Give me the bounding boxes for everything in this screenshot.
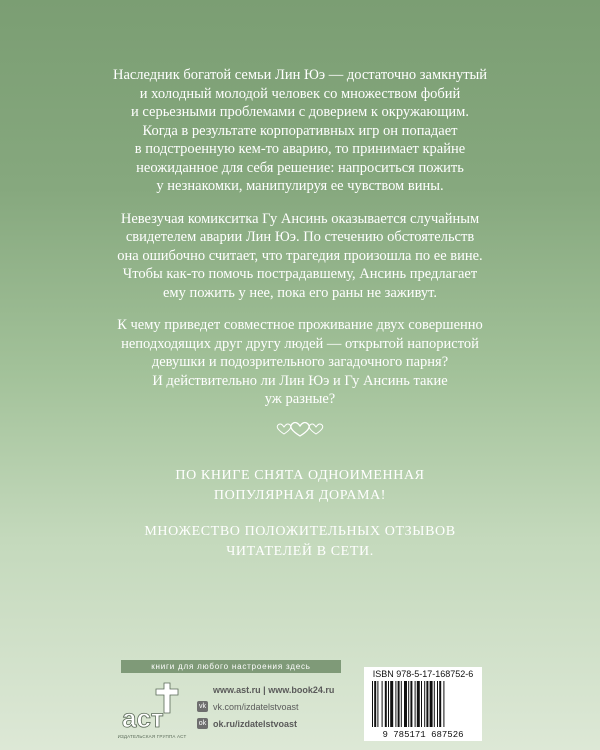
ok-link[interactable]: ok ok.ru/izdatelstvoast	[198, 718, 298, 729]
barcode-bars	[372, 681, 444, 727]
barcode-bar	[410, 681, 412, 727]
barcode-bar	[434, 681, 435, 727]
barcode-bar	[390, 681, 393, 727]
promo-drama: ПО КНИГЕ СНЯТА ОДНОИМЕННАЯ ПОПУЛЯРНАЯ ДОРАМА!	[175, 468, 425, 503]
barcode-bar	[388, 681, 389, 727]
ast-logo-icon	[118, 679, 182, 739]
barcode-bar	[377, 681, 378, 727]
barcode-bar	[404, 681, 407, 727]
barcode-box	[364, 667, 482, 741]
barcode-bar	[395, 681, 396, 727]
publisher-slogan: книги для любого настроения здесь	[121, 660, 341, 673]
barcode-bar	[374, 681, 376, 727]
vk-icon: vk	[199, 703, 206, 710]
blurb-paragraph-3: К чему приведет совместное проживание двух совершенно неподходящих друг другу людей — открытой напористой девушки и подозрительного загадочного парня? И действительно ли Лин Юэ и Гу Ансинь такие уж разные?	[117, 317, 483, 407]
logo-caption: ИЗДАТЕЛЬСКАЯ ГРУППА АСТ	[117, 734, 187, 739]
barcode-bar	[437, 681, 438, 727]
hearts-ornament	[0, 420, 600, 445]
barcode-bar	[398, 681, 400, 727]
barcode-bar	[417, 681, 420, 727]
barcode-bar	[408, 681, 409, 727]
barcode-bar	[439, 681, 441, 727]
svg-text:аст: аст	[122, 703, 164, 733]
barcode-bar	[426, 681, 428, 727]
barcode-bar	[430, 681, 433, 727]
barcode-bar	[382, 681, 383, 727]
barcode-bar	[421, 681, 422, 727]
barcode-bar	[415, 681, 416, 727]
barcode-bar	[385, 681, 387, 727]
publisher-footer	[0, 655, 600, 750]
blurb-paragraph-2: Невезучая комикситка Гу Ансинь оказывается случайным свидетелем аварии Лин Юэ. По стечению обстоятельств она ошибочно считает, что трагедия произошла по ее вине. Чтобы как-то помочь пострадавшему, Ансинь предлагает ему пожить у нее, пока его раны не заживут.	[117, 210, 483, 301]
hearts-icon	[270, 420, 330, 440]
blurb	[88, 66, 512, 423]
isbn-number: ISBN 978-5-17-168752-6	[372, 669, 474, 679]
barcode-bar	[424, 681, 425, 727]
promo	[88, 466, 512, 578]
ok-icon: ok	[198, 720, 207, 727]
publisher-links	[197, 681, 357, 732]
vk-link[interactable]: vk vk.com/izdatelstvoast	[199, 701, 299, 712]
web-icon	[197, 684, 208, 695]
barcode-bar	[401, 681, 402, 727]
barcode-icon	[370, 681, 476, 739]
barcode-bar	[372, 681, 373, 727]
barcode-bar	[443, 681, 444, 727]
barcode-digits: 9 785171 687526	[382, 730, 464, 739]
website-link[interactable]: www.ast.ru | www.book24.ru	[197, 681, 357, 698]
blurb-paragraph-1: Наследник богатой семьи Лин Юэ — достаточно замкнутый и холодный молодой человек со множеством фобий и серьезными проблемами с доверием к окружающим. Когда в результате корпоративных игр он попадает в подстроенную кем-то аварию, то принимает крайне неожиданное для себя решение: напроситься пожить у незнакомки, манипулируя ее чувством вины.	[112, 67, 488, 194]
promo-reviews: МНОЖЕСТВО ПОЛОЖИТЕЛЬНЫХ ОТЗЫВОВ ЧИТАТЕЛЕЙ В СЕТИ.	[144, 524, 456, 559]
